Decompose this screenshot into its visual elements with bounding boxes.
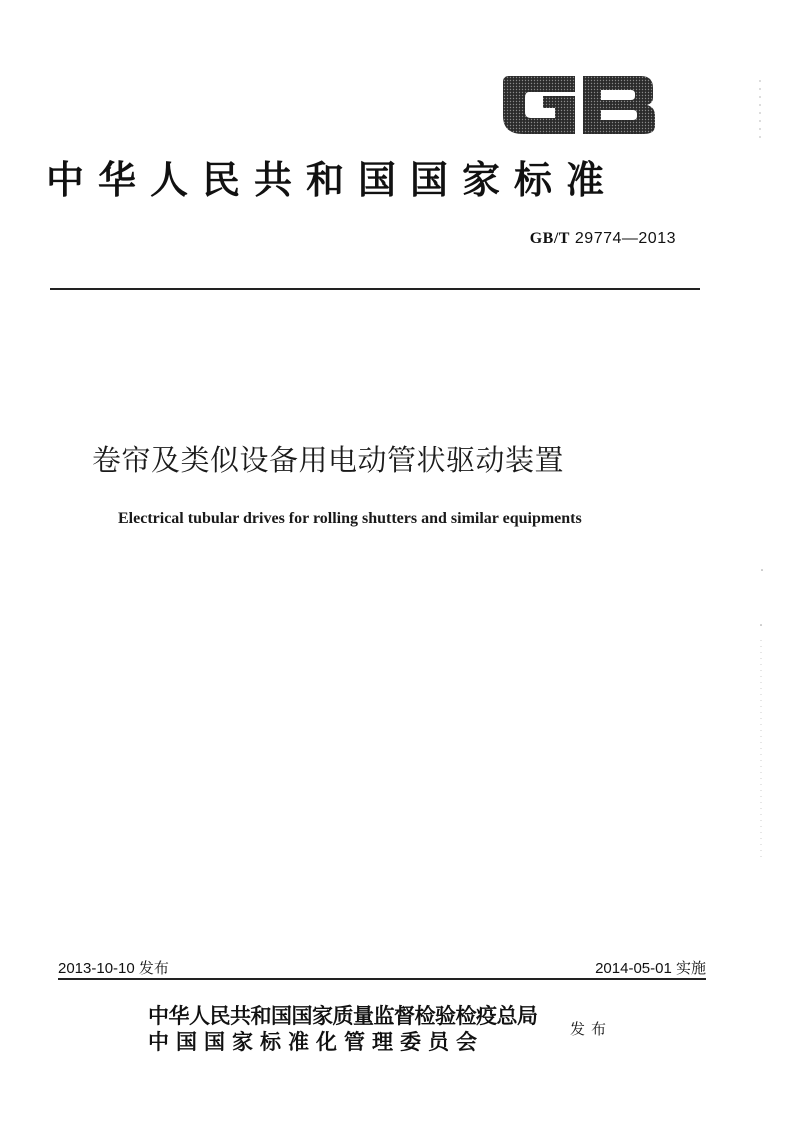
document-title-english: Electrical tubular drives for rolling shutters and similar equipments	[118, 510, 582, 527]
standard-code-prefix: GB/T	[529, 230, 570, 247]
document-title-chinese: 卷帘及类似设备用电动管状驱动装置	[92, 443, 565, 477]
issuing-authorities	[148, 1000, 618, 1054]
header-divider	[50, 288, 700, 290]
date-row	[58, 957, 706, 979]
gb-logo-icon	[503, 76, 655, 134]
publish-label: 发布	[570, 1020, 613, 1038]
issuer-sac: 中国国家标准化管理委员会	[148, 1029, 484, 1054]
issuer-aqsiq: 中华人民共和国国家质量监督检验检疫总局	[148, 1003, 538, 1028]
implementation-date: 2014-05-01 实施	[595, 960, 706, 977]
issue-date: 2013-10-10 发布	[58, 960, 169, 977]
standard-type-heading: 中华人民共和国国家标准	[46, 157, 619, 202]
standard-code-number: 29774—2013	[574, 230, 676, 247]
standard-number	[530, 230, 676, 248]
footer-divider	[58, 978, 706, 980]
scan-edge-marks	[756, 80, 766, 880]
